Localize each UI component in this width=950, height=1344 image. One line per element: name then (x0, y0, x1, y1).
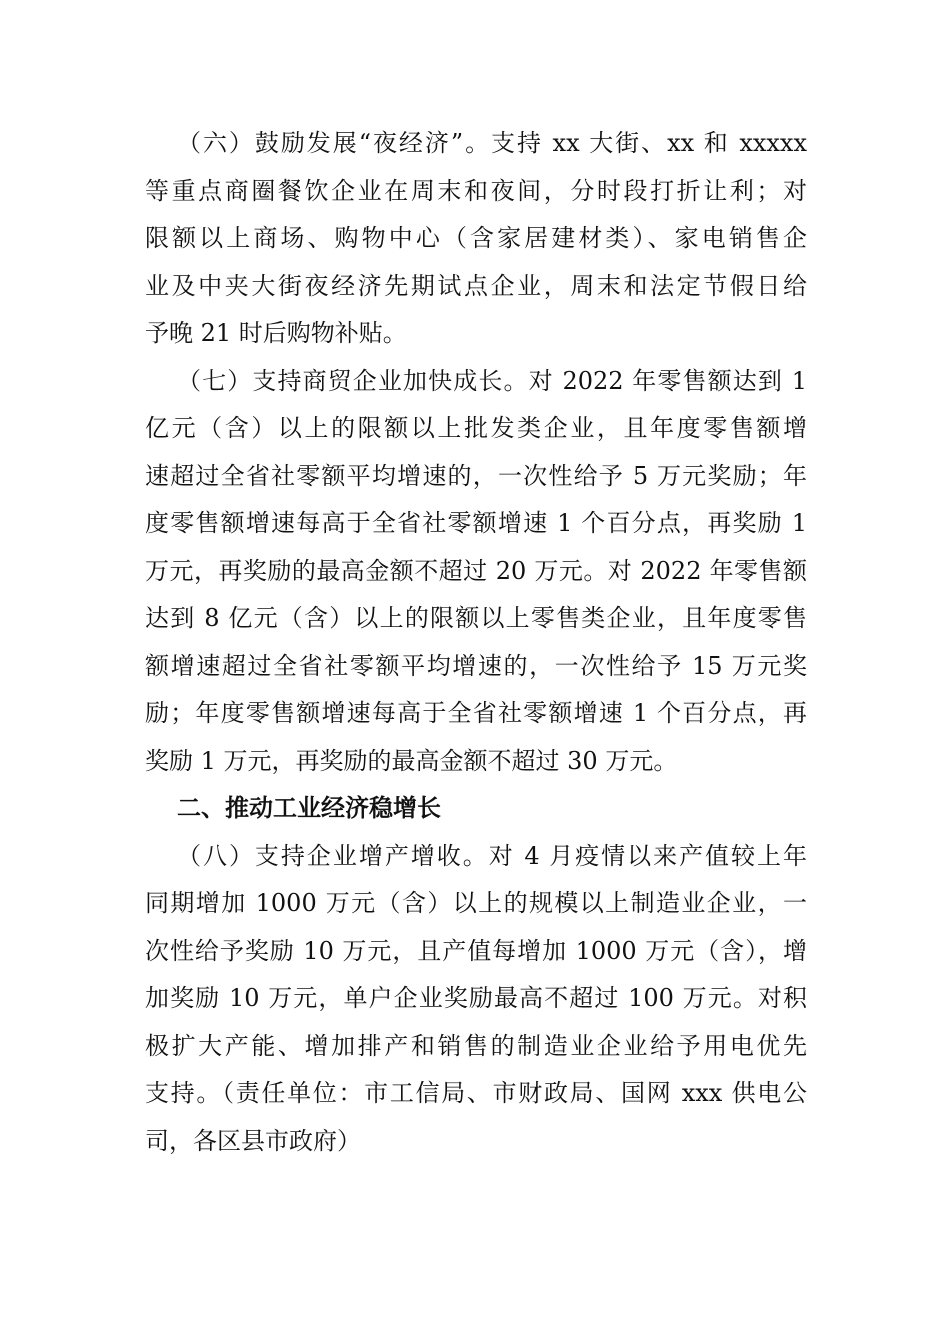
p7-line-1: （七）支持商贸企业加快成长。对 2022 年零售额达到 1 (177, 366, 807, 395)
p8-line-5: 极扩大产能、增加排产和销售的制造业企业给予用电优先 (145, 1031, 807, 1060)
section-heading: 二、推动工业经济稳增长 (177, 794, 441, 822)
p7-line-8: 励；年度零售额增速每高于全省社零额增速 1 个百分点，再 (145, 699, 807, 727)
p6-line-1: （六）鼓励发展“夜经济”。支持 xx 大街、xx 和 xxxxx (177, 129, 807, 157)
p7-line-5: 万元，再奖励的最高金额不超过 20 万元。对 2022 年零售额 (145, 556, 807, 585)
p7-line-2: 亿元（含）以上的限额以上批发类企业，且年度零售额增 (145, 414, 807, 442)
p6-line-3: 限额以上商场、购物中心（含家居建材类）、家电销售企 (145, 224, 807, 252)
p6-line-5: 予晚 21 时后购物补贴。 (145, 319, 407, 347)
p7-line-4: 度零售额增速每高于全省社零额增速 1 个百分点，再奖励 1 (145, 509, 807, 537)
p7-line-6: 达到 8 亿元（含）以上的限额以上零售类企业，且年度零售 (145, 604, 807, 632)
p8-line-6: 支持。（责任单位：市工信局、市财政局、国网 xxx 供电公 (145, 1079, 807, 1107)
p7-line-3: 速超过全省社零额平均增速的，一次性给予 5 万元奖励；年 (145, 461, 807, 490)
p8-line-4: 加奖励 10 万元，单户企业奖励最高不超过 100 万元。对积 (145, 984, 807, 1012)
p6-line-4: 业及中夹大街夜经济先期试点企业，周末和法定节假日给 (145, 271, 807, 300)
p8-line-7: 司，各区县市政府） (145, 1126, 361, 1155)
p7-line-7: 额增速超过全省社零额平均增速的，一次性给予 15 万元奖 (145, 651, 807, 680)
p7-line-9: 奖励 1 万元，再奖励的最高金额不超过 30 万元。 (145, 746, 678, 775)
p8-line-1: （八）支持企业增产增收。对 4 月疫情以来产值较上年 (177, 841, 807, 870)
p6-line-2: 等重点商圈餐饮企业在周末和夜间，分时段打折让利；对 (145, 176, 807, 205)
document-body (145, 120, 807, 1165)
p8-line-3: 次性给予奖励 10 万元，且产值每增加 1000 万元（含），增 (145, 936, 807, 965)
p8-line-2: 同期增加 1000 万元（含）以上的规模以上制造业企业，一 (145, 889, 807, 917)
